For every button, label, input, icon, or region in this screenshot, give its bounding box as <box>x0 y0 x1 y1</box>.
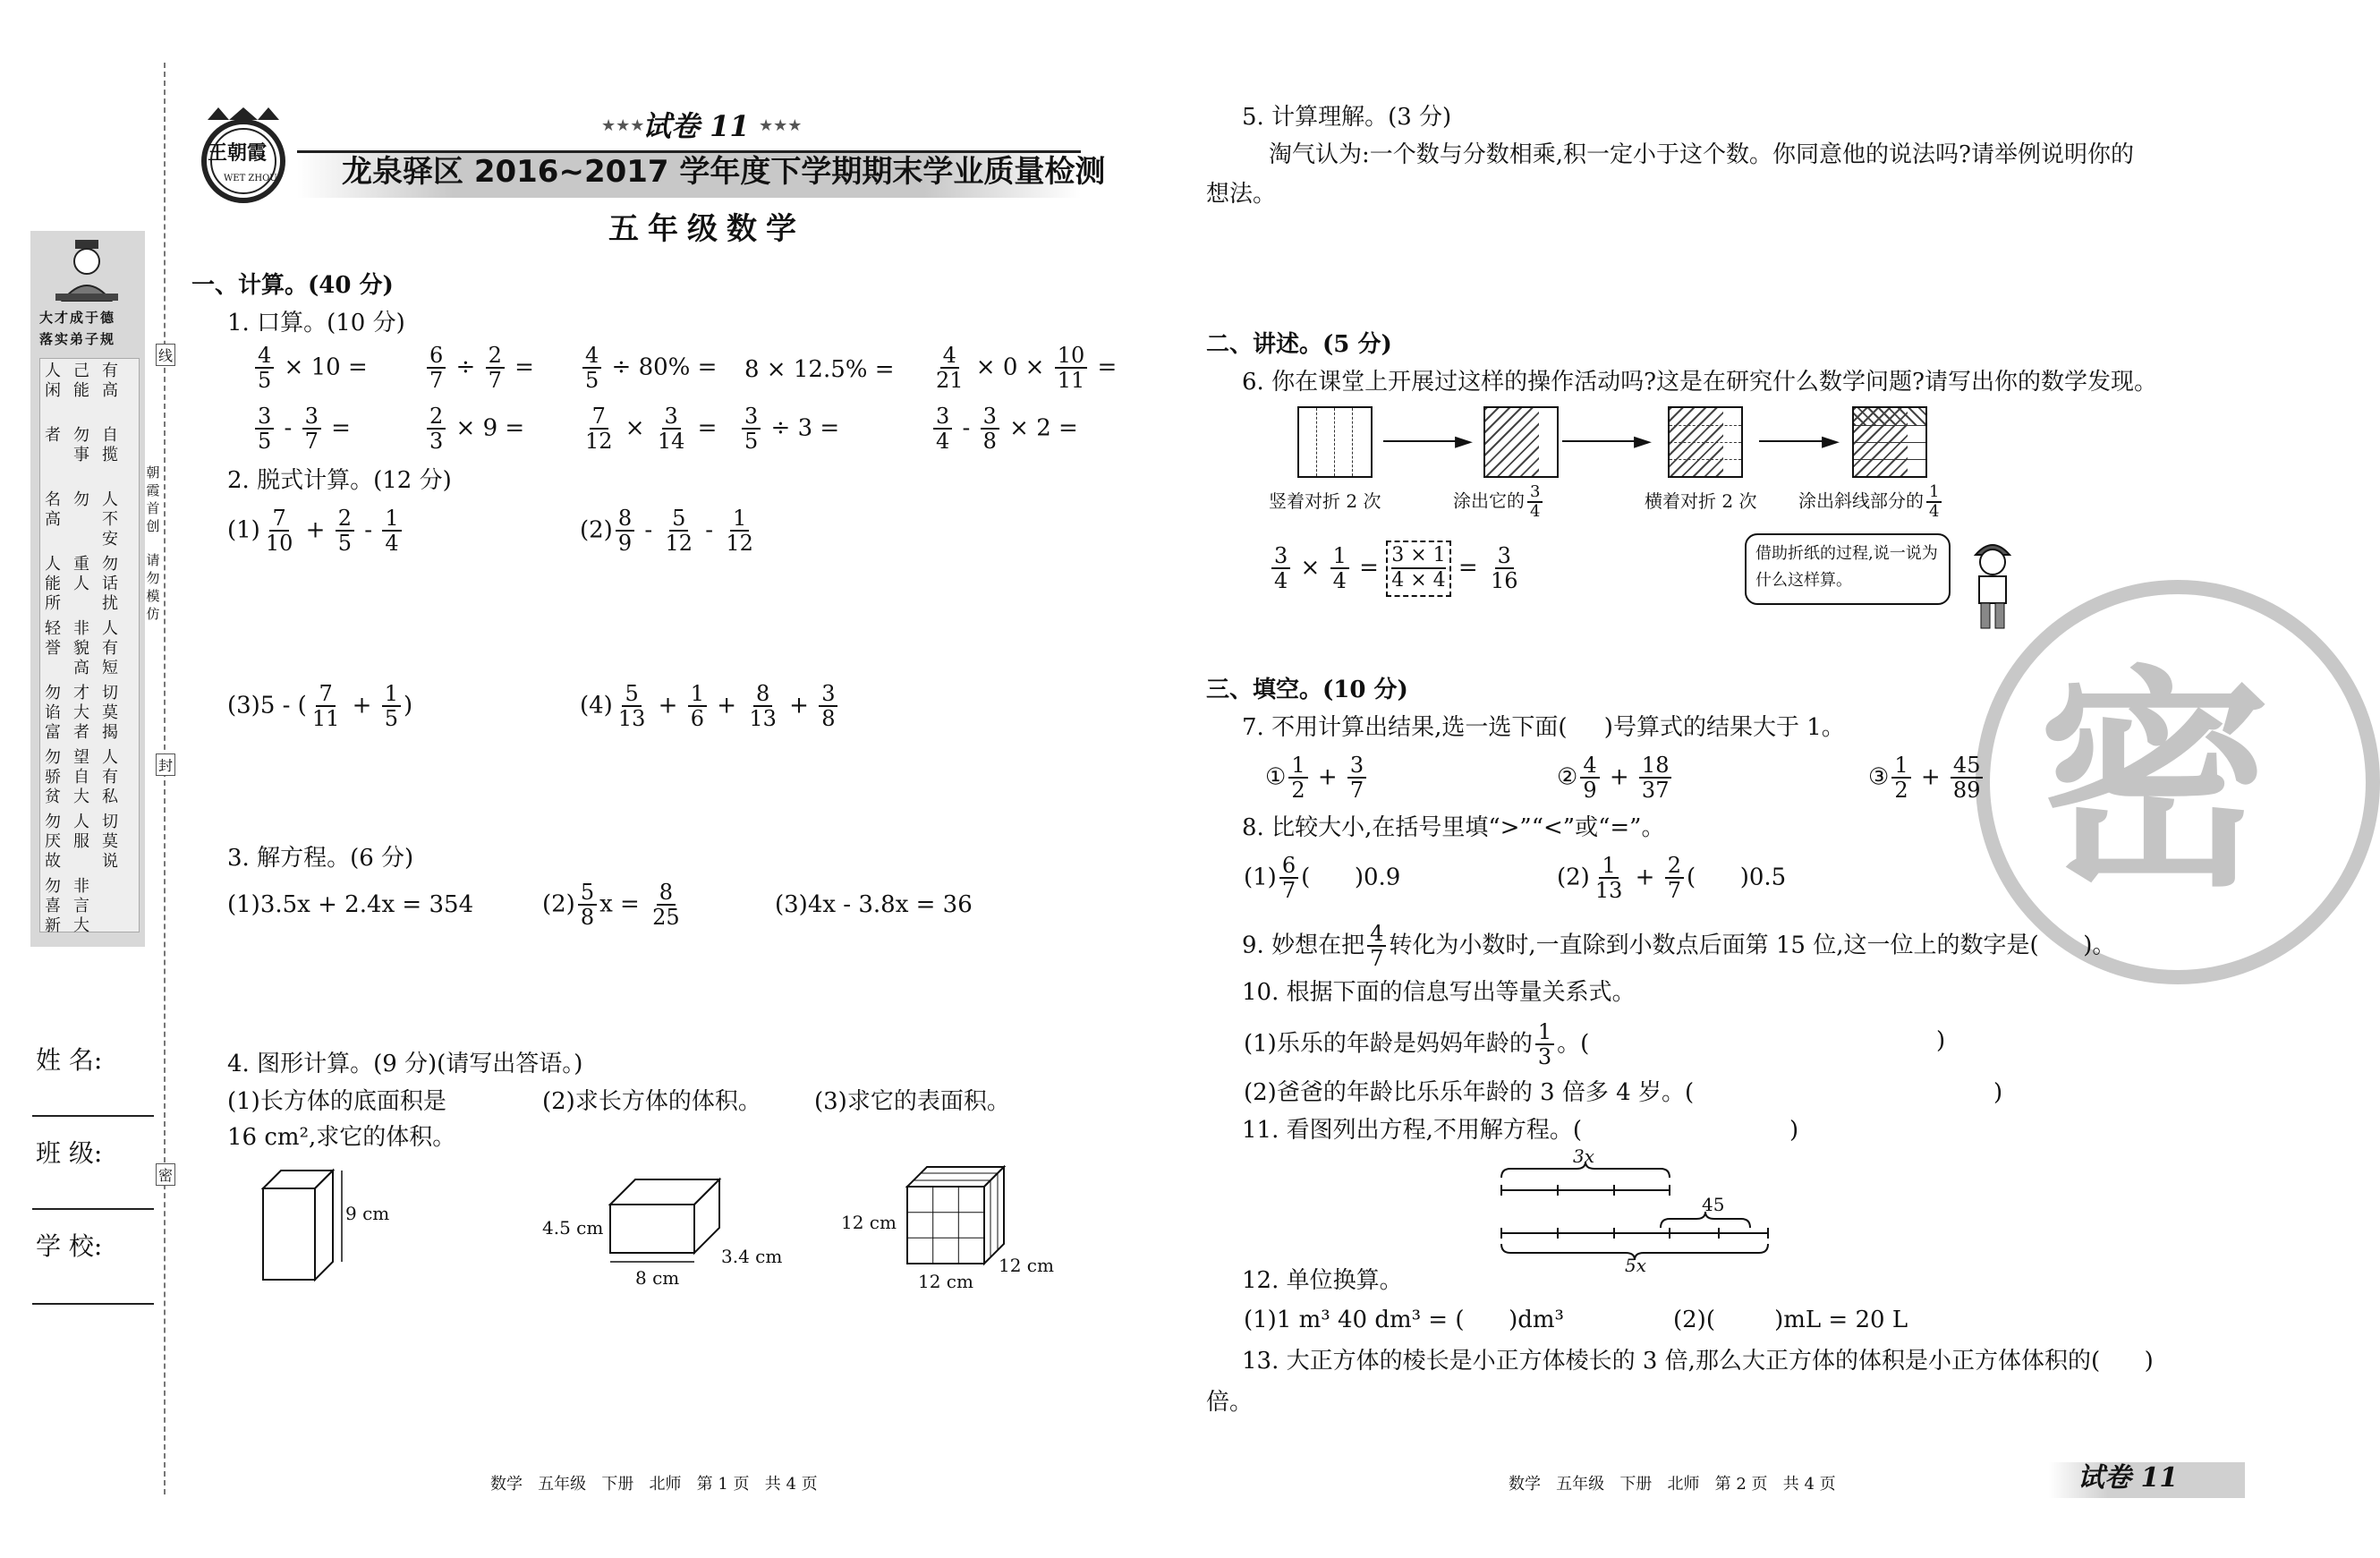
q1-row1-item1: $\frac{4}{5}$ × 10 = <box>252 344 368 393</box>
q11-text: 11. 看图列出方程,不用解方程。( <box>1242 1117 1583 1144</box>
cut-mark-seal: 封 <box>156 753 175 776</box>
corner-label: 试卷 11 <box>2078 1462 2179 1494</box>
left-footer: 数学 五年级 下册 北师 第 1 页 共 4 页 <box>490 1475 818 1494</box>
motto-column: 切莫说 <box>102 813 118 871</box>
q2-item3: (3)5 - ( $\frac{7}{11}$ + $\frac{1}{5}$ ) <box>227 681 413 732</box>
q5-text-line1: 淘气认为:一个数与分数相乘,积一定小于这个数。你同意他的说法吗?请举例说明你的 <box>1269 141 2134 168</box>
motto-column: 切莫揭 <box>102 684 118 742</box>
seal-watermark <box>1976 580 2271 974</box>
segment-label-45: 45 <box>1702 1194 1725 1215</box>
seal-char: 密 <box>2038 645 2271 918</box>
q1-row2-item3: $\frac{7}{12}$ × $\frac{3}{14}$ = <box>585 404 718 455</box>
q1-row1-item3: $\frac{4}{5}$ ÷ 80% = <box>580 344 717 393</box>
q10-text: 10. 根据下面的信息写出等量关系式。 <box>1242 979 1636 1006</box>
fold-square-2 <box>1483 406 1559 478</box>
q2-title: 2. 脱式计算。(12 分) <box>227 467 452 494</box>
motto-column-group <box>45 362 134 934</box>
section3-title: 三、填空。(10 分) <box>1206 677 1408 703</box>
motto-column: 勿喜新 <box>45 877 61 935</box>
motto-column: 勿厌故 <box>45 813 61 871</box>
q2-item1: (1) $\frac{7}{10}$ + $\frac{2}{5}$ - $\frac{1}{4}$ <box>227 507 404 556</box>
arrow-2-head: ► <box>1634 428 1652 455</box>
motto-column: 勿 <box>73 490 89 509</box>
q5-title: 5. 计算理解。(3 分) <box>1242 104 1452 131</box>
q4-item2: (2)求长方体的体积。 <box>542 1088 761 1115</box>
q13-text-cont: 倍。 <box>1206 1389 1254 1416</box>
fold-square-1 <box>1297 406 1373 478</box>
motto-column: 自揽 <box>102 426 118 464</box>
q9-part2: 转化为小数时,一直除到小数点后面第 15 位,这一位上的数字是( )。 <box>1389 932 2116 959</box>
motto-column: 有高 <box>102 362 118 400</box>
fig3-width-label: 12 cm <box>999 1255 1054 1276</box>
q3-item2: (2) $\frac{5}{8}$ x = $\frac{8}{25}$ <box>542 880 680 931</box>
scholar-figure-image <box>50 238 123 310</box>
motto-column: 重人 <box>73 555 89 593</box>
boy-figure-image <box>1965 535 2020 634</box>
fold-square-4 <box>1852 406 1927 478</box>
q1-row2-item2: $\frac{2}{3}$ × 9 = <box>424 404 524 454</box>
school-label: 学 校: <box>36 1231 103 1261</box>
motto-column: 名高 <box>45 490 61 529</box>
caption-3: 横着对折 2 次 <box>1645 490 1757 512</box>
motto-column: 勿骄贫 <box>45 748 61 806</box>
motto-column: 己能 <box>73 362 89 400</box>
cuboid-figure <box>605 1172 730 1271</box>
side-text-no-copy: 请勿模仿 <box>146 552 160 622</box>
fig3-length-label: 12 cm <box>918 1271 973 1292</box>
motto-column: 勿谄富 <box>45 684 61 742</box>
q10-item1-part2: 。( <box>1557 1030 1590 1058</box>
cut-mark-secret: 密 <box>156 1163 175 1186</box>
right-footer: 数学 五年级 下册 北师 第 2 页 共 4 页 <box>1509 1475 1836 1494</box>
exam-subtitle: 五年级数学 <box>608 211 805 247</box>
arrow-3 <box>1759 440 1831 442</box>
q1-row2-item4: $\frac{3}{5}$ ÷ 3 = <box>739 404 839 454</box>
motto-column: 人有短 <box>102 619 118 677</box>
q10-item2-close: ) <box>1993 1079 2003 1106</box>
name-label: 姓 名: <box>36 1045 103 1075</box>
motto-bottom: 落实弟子规 <box>39 331 116 347</box>
q7-option2: ② $\frac{4}{9}$ + $\frac{18}{37}$ <box>1557 753 1674 803</box>
segment-label-3x: 3x <box>1573 1145 1595 1167</box>
logo-text: 王朝霞 <box>208 141 268 165</box>
q6-formula: $\frac{3}{4}$ × $\frac{1}{4}$ = $\frac{3 \times 1}{4 \times 4}$ = $\frac{3}{16}$ <box>1269 541 1524 597</box>
fold-square-3 <box>1668 406 1743 478</box>
caption-4: 涂出斜线部分的 $\frac{1}{4}$ <box>1798 483 1944 521</box>
motto-column: 非言大 <box>73 877 89 935</box>
q1-row2-item1: $\frac{3}{5}$ - $\frac{3}{7}$ = <box>252 404 351 454</box>
motto-column: 者 <box>45 426 61 445</box>
q10-item1-part1: (1)乐乐的年龄是妈妈年龄的 <box>1244 1030 1533 1058</box>
fig1-label: 9 cm <box>345 1203 390 1224</box>
q7-text: 7. 不用计算出结果,选一选下面( )号算式的结果大于 1。 <box>1242 714 1845 741</box>
arrow-1-head: ► <box>1455 428 1473 455</box>
fig2-width-label: 3.4 cm <box>721 1246 783 1267</box>
exam-badge: 试卷 11 <box>642 109 750 143</box>
fig2-length-label: 8 cm <box>635 1267 680 1289</box>
q4-title: 4. 图形计算。(9 分)(请写出答语。) <box>227 1051 583 1077</box>
q7-option1: ① $\frac{1}{2}$ + $\frac{3}{7}$ <box>1265 753 1369 803</box>
caption-2: 涂出它的 $\frac{3}{4}$ <box>1453 483 1545 521</box>
arrow-3-head: ► <box>1822 428 1840 455</box>
motto-column: 人有私 <box>102 748 118 806</box>
motto-column: 人闲 <box>45 362 61 400</box>
q10-item1-close: ) <box>1936 1027 1946 1054</box>
caption-4-text: 涂出斜线部分的 <box>1798 490 1924 512</box>
motto-column: 勿话扰 <box>102 555 118 613</box>
q4-item1-cont: 16 cm²,求它的体积。 <box>227 1124 456 1151</box>
school-field[interactable] <box>32 1303 154 1305</box>
q8-item1: (1) $\frac{6}{7}$ ( )0.9 <box>1244 853 1401 904</box>
caption-2-text: 涂出它的 <box>1453 490 1525 512</box>
q1-row1-item5: $\frac{4}{21}$ × 0 × $\frac{10}{11}$ = <box>936 343 1118 394</box>
exam-title: 龙泉驿区 2016~2017 学年度下学期期末学业质量检测 <box>342 154 1106 190</box>
q2-item2: (2) $\frac{8}{9}$ - $\frac{5}{12}$ - $\frac{1}{12}$ <box>580 506 753 557</box>
motto-column: 人不安 <box>102 490 118 549</box>
cut-mark-line: 线 <box>156 344 175 366</box>
section1-title: 一、计算。(40 分) <box>191 272 394 299</box>
motto-top: 大才成于德 <box>39 310 116 326</box>
q3-item1: (1)3.5x + 2.4x = 354 <box>227 891 474 918</box>
side-text-original: 朝霞首创 <box>146 464 160 534</box>
q10-item1: (1)乐乐的年龄是妈妈年龄的 $\frac{1}{3}$ 。( <box>1244 1019 1590 1070</box>
fig3-height-label: 12 cm <box>841 1212 897 1233</box>
fig2-height-label: 4.5 cm <box>542 1217 604 1239</box>
motto-column: 轻誉 <box>45 619 61 658</box>
speech-bubble-text: 借助折纸的过程,说一说为什么这样算。 <box>1755 544 1938 590</box>
q4-item1: (1)长方体的底面积是 <box>227 1088 446 1115</box>
motto-column: 人服 <box>73 813 89 851</box>
class-field[interactable] <box>32 1208 154 1210</box>
q12-text: 12. 单位换算。 <box>1242 1267 1403 1294</box>
badge-stars-left: ★★★ <box>601 116 645 135</box>
q12-item1: (1)1 m³ 40 dm³ = ( )dm³ <box>1244 1307 1564 1333</box>
q1-row1-item4: 8 × 12.5% = <box>744 356 895 383</box>
section2-title: 二、讲述。(5 分) <box>1206 331 1392 358</box>
q9-part1: 9. 妙想在把 <box>1242 932 1365 959</box>
caption-1: 竖着对折 2 次 <box>1269 490 1381 512</box>
q2-item4: (4) $\frac{5}{13}$ + $\frac{1}{6}$ + $\frac{8}{13}$ + $\frac{3}{8}$ <box>580 682 840 731</box>
q3-item3: (3)4x - 3.8x = 36 <box>775 891 973 918</box>
binding-dashed-line <box>164 63 166 1494</box>
q5-text-line2: 想法。 <box>1206 181 1277 208</box>
arrow-1 <box>1383 440 1464 442</box>
logo-subtext: WET ZHOU <box>224 174 277 183</box>
q10-item2: (2)爸爸的年龄比乐乐年龄的 3 倍多 4 岁。( <box>1244 1079 1695 1106</box>
q8-item2: (2) $\frac{1}{13}$ + $\frac{2}{7}$ ( )0.5 <box>1557 853 1787 904</box>
q12-item2: (2)( )mL = 20 L <box>1673 1307 1908 1333</box>
class-label: 班 级: <box>36 1138 103 1168</box>
q8-text: 8. 比较大小,在括号里填“>”“<”或“=”。 <box>1242 814 1665 841</box>
badge-stars-right: ★★★ <box>759 116 803 135</box>
q4-item3: (3)求它的表面积。 <box>814 1088 1010 1115</box>
q9-text: 9. 妙想在把 $\frac{4}{7}$ 转化为小数时,一直除到小数点后面第 15 位,这一位上的数字是( )。 <box>1242 921 2116 972</box>
q7-option3: ③ $\frac{1}{2}$ + $\frac{45}{89}$ <box>1868 753 1985 803</box>
motto-column: 人能所 <box>45 555 61 613</box>
motto-column: 望自大 <box>73 748 89 806</box>
prism-figure <box>259 1162 358 1287</box>
name-field[interactable] <box>32 1115 154 1117</box>
q3-title: 3. 解方程。(6 分) <box>227 845 414 872</box>
q11-close: ) <box>1789 1117 1799 1144</box>
q1-title: 1. 口算。(10 分) <box>227 310 405 336</box>
motto-column: 才大者 <box>73 684 89 742</box>
arrow-2 <box>1562 440 1643 442</box>
motto-column: 非貌高 <box>73 619 89 677</box>
q6-text: 6. 你在课堂上开展过这样的操作活动吗?这是在研究什么数学问题?请写出你的数学发现。 <box>1242 369 2157 396</box>
q13-text: 13. 大正方体的棱长是小正方体棱长的 3 倍,那么大正方体的体积是小正方体体积的( ) <box>1242 1348 2154 1375</box>
motto-column: 勿事 <box>73 426 89 464</box>
segment-label-5x: 5x <box>1625 1255 1647 1276</box>
q1-row1-item2: $\frac{6}{7}$ ÷ $\frac{2}{7}$ = <box>424 344 534 393</box>
q1-row2-item5: $\frac{3}{4}$ - $\frac{3}{8}$ × 2 = <box>931 404 1078 454</box>
